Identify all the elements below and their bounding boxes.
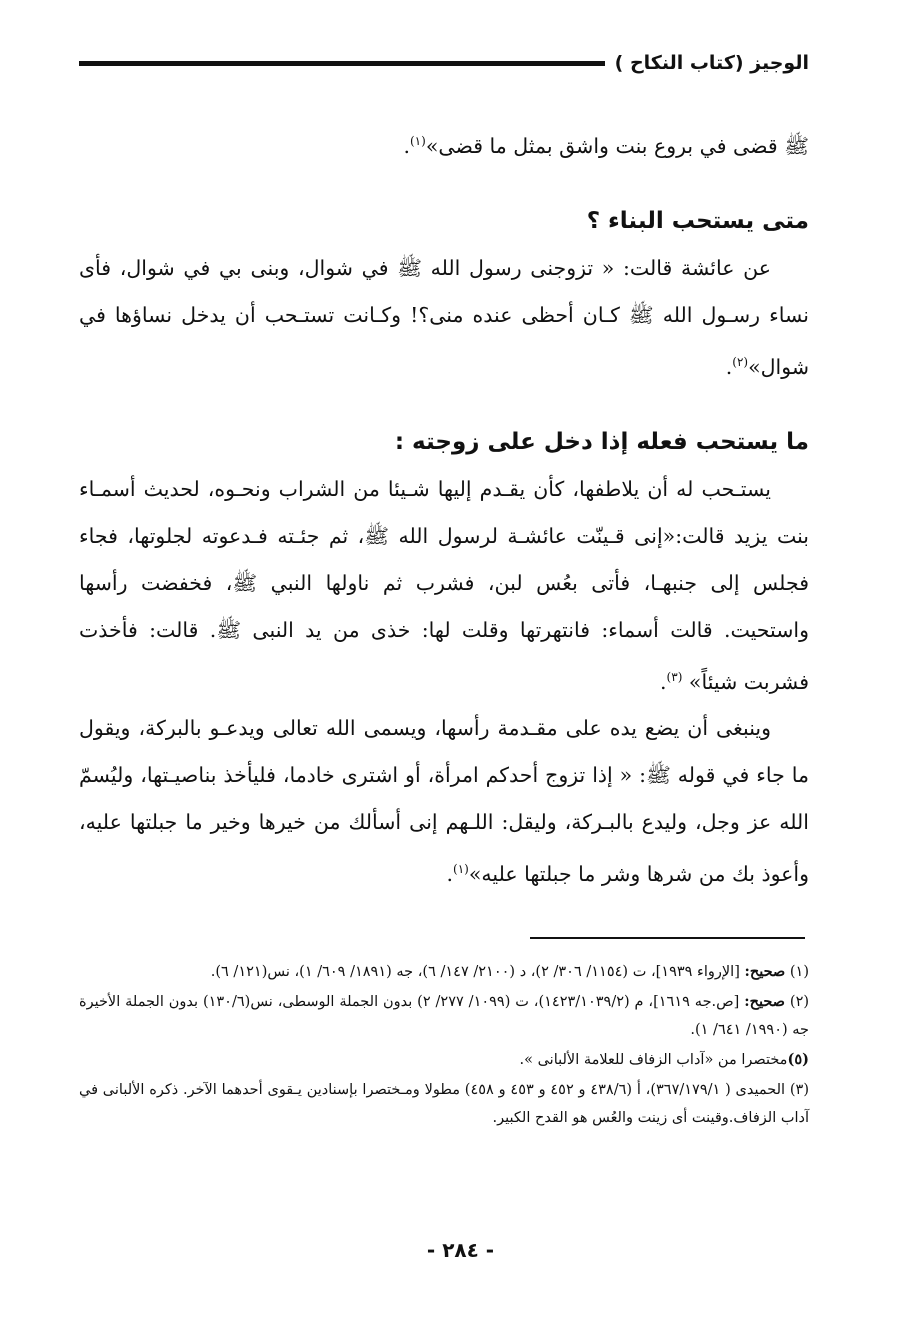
footnote-text: الحميدى ( ٣٦٧/١٧٩/١)، أ (٤٣٨/٦ و ٤٥٢ و ٤٥٣ و ٤٥٨) مطولا ومـختصرا بإسنادين يـقوى أحدهما الآخر. ذكره الألبانى في آداب الزفاف.وقينت أى زينت والعُس هو القدح الكبير. [79, 1082, 809, 1126]
footnote-ref: (١) [453, 862, 469, 877]
paragraph-text: عن عائشة قالت: « تزوجنى رسول الله ﷺ في شوال، وبنى بي في شوال، فأى نساء رسـول الله ﷺ كـان أحظى عنده منى؟! وكـانت تستـحب أن يدخل نساؤها في شوال» [79, 255, 809, 379]
paragraph-text: وينبغى أن يضع يده على مقـدمة رأسها، ويسمى الله تعالى ويدعـو بالبركة، ويقول ما جاء في قوله ﷺ: « إذا تزوج أحدكم امرأة، أو اشترى خادما، فليأخذ بناصيـتها، وليُسمّ الله عز وجل، وليدع بالبـركة، وليقل: اللـهم إنى أسألك من خيرها وخير ما جبلتها عليه، وأعوذ بك من شرها وشر ما جبلتها عليه» [79, 716, 809, 887]
footnote-label: صحيح: [744, 963, 786, 980]
paragraph-end: . [660, 669, 667, 694]
footnote-note [79, 1046, 809, 1074]
footnote-1 [79, 958, 809, 986]
footnote-number: (١) [789, 964, 809, 980]
footnotes [79, 958, 809, 1134]
paragraph-text: يستـحب له أن يلاطفها، كأن يقـدم إليها شـيئا من الشراب ونحـوه، لحديث أسمـاء بنت يزيد قالت:«إنى قـينّت عائشـة لرسول الله ﷺ، ثم جئـته فـدعوته لجلوتها، فجاء فجلس إلى جنبهـا، فأتى بعُس لبن، فشرب ثم ناولها النبي ﷺ، فخفضت رأسها واستحيت. قالت أسماء: فانتهرتها وقلت لها: خذى من يد النبى ﷺ. قالت: فأخذت فشربت شيئاً» [79, 476, 809, 694]
footnote-number: (٣) [789, 1082, 810, 1098]
footnote-2 [79, 988, 809, 1044]
paragraph-continued [79, 118, 809, 170]
footnote-text: [ص.جه ١٦١٩]، م (١٤٢٣/١٠٣٩/٢)، ت (١٠٩٩/ ٢٧٧/ ٢) بدون الجملة الوسطى، نس(١٣٠/٦) بدون الجملة الأخيرة جه (١٩٩٠/ ٦٤١/ ١). [79, 994, 809, 1038]
footnote-text: [الإرواء ١٩٣٩]، ت (١١٥٤/ ٣٠٦/ ٢)، د (٢١٠٠/ ١٤٧/ ٦)، جه (١٨٩١/ ٦٠٩/ ١)، نس(١٢١/ ٦). [210, 964, 740, 980]
paragraph-end: . [403, 133, 410, 158]
main-text [79, 118, 809, 898]
footnote-ref: (٣) [666, 669, 683, 684]
footnote-number: (٢) [789, 994, 810, 1010]
footnote-ref: (٢) [732, 354, 749, 369]
paragraph-aisha [79, 245, 809, 391]
page-number: - ٢٨٤ - [426, 1238, 495, 1262]
footnote-separator [530, 937, 805, 939]
paragraph-end: . [725, 354, 733, 379]
paragraph-end: . [446, 862, 454, 887]
paragraph-asma [79, 466, 809, 706]
running-header [79, 52, 809, 74]
footnote-number: (٥) [787, 1051, 809, 1068]
paragraph-text: ﷺ قضى في بروع بنت واشق بمثل ما قضى» [425, 133, 809, 158]
header-rule [79, 61, 605, 66]
footnote-label: صحيح: [744, 993, 785, 1010]
paragraph-supplication [79, 705, 809, 898]
section-heading-building: متى يستحب البناء ؟ [586, 207, 809, 234]
running-title: الوجيز (كتاب النكاح ) [614, 52, 809, 74]
footnote-3 [79, 1076, 809, 1132]
footnote-ref: (١) [409, 134, 426, 148]
footnote-text: مختصرا من «آداب الزفاف للعلامة الألبانى ». [519, 1052, 788, 1068]
section-heading-wedding-night: ما يستحب فعله إذا دخل على زوجته : [394, 428, 809, 455]
